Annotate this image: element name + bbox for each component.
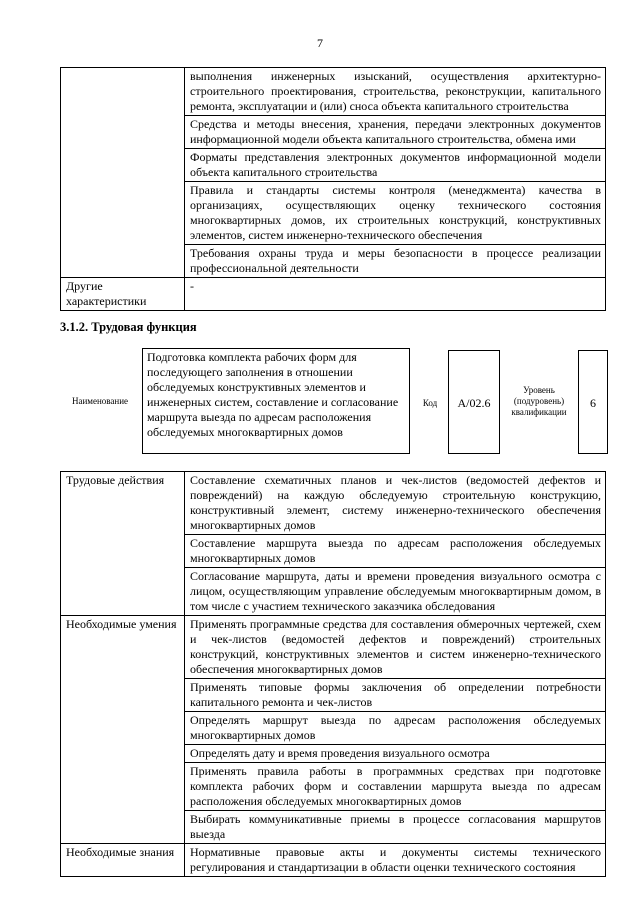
row-item: Составление схематичных планов и чек-листов (ведомостей дефектов и повреждений) на каждую обследуемую строительную конструкцию, конструктивный элемент, систему инженерно-технического обеспечения многоквартирных домов (185, 472, 606, 535)
row-item: Определять дату и время проведения визуального осмотра (185, 745, 606, 763)
row-item: Определять маршрут выезда по адресам расположения обследуемых многоквартирных домов (185, 712, 606, 745)
row-label: Другие характеристики (61, 278, 185, 311)
row-item: Составление маршрута выезда по адресам расположения обследуемых многоквартирных домов (185, 535, 606, 568)
row-label: Трудовые действия (61, 472, 185, 616)
qualification-level: 6 (578, 350, 608, 454)
function-code: A/02.6 (448, 350, 500, 454)
table-row (61, 472, 606, 535)
row-label: Необходимые знания (61, 844, 185, 877)
row-item: Выбирать коммуникативные приемы в процессе согласования маршрутов выезда (185, 811, 606, 844)
table-row (61, 278, 606, 311)
row-item: Нормативные правовые акты и документы системы технического регулирования и стандартизации в области оценки технического состояния (185, 844, 606, 877)
row-item: Применять типовые формы заключения об определении потребности капитального ремонта и чек-листов (185, 679, 606, 712)
knowledge-table-continued (60, 67, 606, 311)
labor-function-table (60, 471, 606, 877)
table-row (61, 616, 606, 679)
name-label: Наименование (71, 396, 129, 406)
function-name: Подготовка комплекта рабочих форм для последующего заполнения в отношении обследуемых конструктивных элементов и инженерных систем, составление и согласование маршрута выезда по адресам расположения обследуемых многоквартирных домов (142, 348, 410, 454)
row-label: Необходимые умения (61, 616, 185, 844)
row-item: выполнения инженерных изысканий, осуществления архитектурно-строительного проектирования, строительства, реконструкции, капитального ремонта, эксплуатации и (или) сноса объекта капитального строительства (185, 68, 606, 116)
row-item: Согласование маршрута, даты и времени проведения визуального осмотра с лицом, осуществляющим управление обследуемым многоквартирным домом, в том числе с участием технического заказчика обследования (185, 568, 606, 616)
row-item: Средства и методы внесения, хранения, передачи электронных документов информационной модели объекта капитального строительства, обмена ими (185, 116, 606, 149)
row-label (61, 68, 185, 278)
table-row (61, 68, 606, 116)
code-label: Код (422, 398, 438, 408)
row-item: - (185, 278, 606, 311)
page-number: 7 (317, 36, 323, 50)
level-label: Уровень (подуровень) квалификации (511, 385, 567, 417)
row-item: Требования охраны труда и меры безопасности в процессе реализации профессиональной деятельности (185, 245, 606, 278)
row-item: Форматы представления электронных документов информационной модели объекта капитального строительства (185, 149, 606, 182)
row-item: Правила и стандарты системы контроля (менеджмента) качества в организациях, осуществляющих оценку технического состояния многоквартирных домов, их строительных конструкций, конструктивных элементов, систем инженерно-технического обеспечения (185, 182, 606, 245)
row-item: Применять правила работы в программных средствах при подготовке комплекта рабочих форм и составлении маршрута выезда по адресам расположения обследуемых многоквартирных домов (185, 763, 606, 811)
row-item: Применять программные средства для составления обмерочных чертежей, схем и чек-листов (ведомостей дефектов и повреждений) строительных конструкций, конструктивных элементов и систем инженерно-технического обеспечения многоквартирных домов (185, 616, 606, 679)
table-row (61, 844, 606, 877)
section-heading: 3.1.2. Трудовая функция (60, 320, 197, 334)
